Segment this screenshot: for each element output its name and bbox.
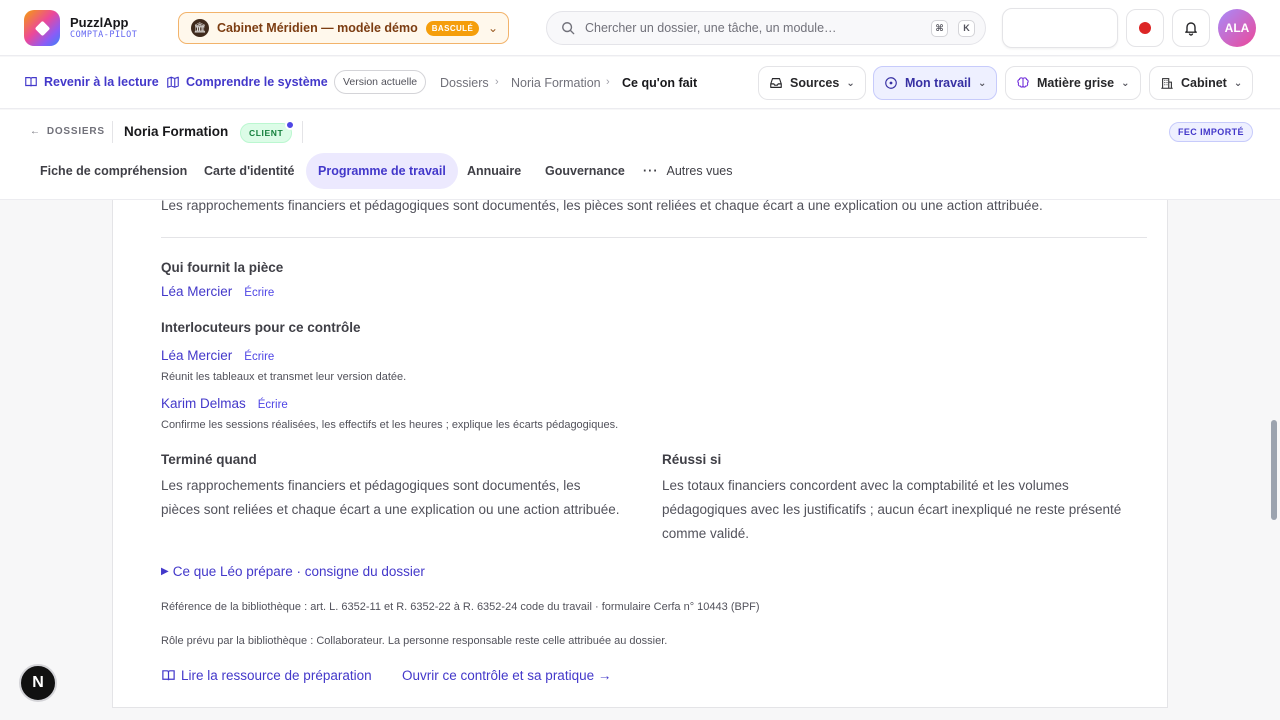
library-reference: Référence de la bibliothèque : art. L. 6352-11 et R. 6352-22 à R. 6352-24 code du travail · formulaire Cerfa n° 10443 (BPF) [161, 601, 760, 613]
top-bar [0, 0, 1280, 56]
contact-note: Confirme les sessions réalisées, les effectifs et les heures ; explique les écarts pédagogiques. [161, 419, 619, 431]
contact-item [161, 348, 274, 363]
avatar[interactable]: ALA [1218, 9, 1256, 47]
brand-name: PuzzlApp [70, 15, 129, 31]
chevron-down-icon: ⌄ [1121, 77, 1130, 89]
chevron-down-icon: ⌄ [846, 77, 855, 89]
menu-mon-travail-label: Mon travail [905, 76, 971, 90]
read-resource-label: Lire la ressource de préparation [181, 668, 372, 683]
search-placeholder: Chercher un dossier, une tâche, un module… [585, 21, 837, 35]
back-to-reading-label: Revenir à la lecture [44, 75, 159, 89]
scrollbar[interactable] [1271, 420, 1277, 520]
contact-note: Réunit les tableaux et transmet leur version datée. [161, 371, 407, 383]
building-icon [1160, 76, 1174, 90]
write-link[interactable]: Écrire [244, 287, 275, 299]
back-to-reading-link[interactable] [24, 75, 159, 89]
menu-cabinet-label: Cabinet [1181, 76, 1227, 90]
fec-status-badge: FEC IMPORTÉ [1169, 122, 1253, 142]
breadcrumb-dossier[interactable]: Noria Formation [511, 76, 601, 90]
search-icon [561, 21, 575, 35]
person-name[interactable]: Léa Mercier [161, 284, 233, 299]
brain-icon [1016, 76, 1030, 90]
menu-sources-label: Sources [790, 76, 840, 90]
brand-logo-icon [24, 10, 60, 46]
criteria-text: Les rapprochements financiers et pédagogiques sont documentés, les pièces sont reliées et chaque écart a une explication ou une action attribuée. [161, 198, 1043, 213]
target-icon [884, 76, 898, 90]
library-role: Rôle prévu par la bibliothèque : Collaborateur. La personne responsable reste celle attribuée au dossier. [161, 635, 668, 647]
provider-heading: Qui fournit la pièce [161, 260, 284, 275]
nav-bar [0, 57, 1280, 109]
contact-item [161, 396, 288, 411]
breadcrumb-dossiers[interactable]: Dossiers [440, 76, 489, 90]
chevron-down-icon: ⌄ [978, 77, 987, 89]
more-icon: ··· [643, 164, 659, 178]
arrow-left-icon: ← [30, 126, 41, 137]
control-detail-card [112, 200, 1168, 708]
record-icon [1139, 22, 1151, 34]
back-to-dossiers-link[interactable] [30, 126, 105, 137]
understand-system-link[interactable] [166, 75, 328, 89]
menu-sources[interactable] [758, 66, 866, 100]
open-control-link[interactable]: Ouvrir ce contrôle et sa pratique → [402, 668, 612, 683]
search-input[interactable] [546, 11, 986, 45]
tab-autres-vues[interactable] [631, 153, 745, 189]
book-icon [161, 668, 176, 683]
contacts-heading: Interlocuteurs pour ce contrôle [161, 320, 361, 335]
tab-autres-vues-label: Autres vues [666, 164, 733, 178]
tab-programme-travail[interactable]: Programme de travail [306, 153, 458, 189]
brand[interactable] [24, 10, 137, 46]
cabinet-label: Cabinet Méridien — modèle démo [217, 21, 418, 35]
understand-system-label: Comprendre le système [186, 75, 328, 89]
menu-cabinet[interactable] [1149, 66, 1253, 100]
write-link[interactable]: Écrire [257, 399, 288, 411]
client-badge: CLIENT [240, 123, 292, 143]
write-link[interactable]: Écrire [244, 351, 275, 363]
leo-prepares-label: Ce que Léo prépare · consigne du dossier [172, 564, 425, 579]
bell-icon [1183, 20, 1199, 36]
bascule-badge: BASCULÉ [426, 21, 479, 36]
empty-widget[interactable] [1002, 8, 1118, 48]
map-icon [166, 75, 180, 89]
record-button[interactable] [1126, 9, 1164, 47]
menu-matiere-grise-label: Matière grise [1037, 76, 1115, 90]
tab-gouvernance[interactable]: Gouvernance [545, 164, 625, 178]
tab-carte-identite[interactable]: Carte d'identité [204, 164, 295, 178]
breadcrumb-separator-icon: › [495, 76, 499, 88]
dossier-title: Noria Formation [124, 124, 229, 139]
success-text: Les totaux financiers concordent avec la comptabilité et les volumes pédagogiques avec les justificatifs ; aucun écart inexpliqué ne reste présenté comme validé. [662, 478, 1122, 541]
status-dot-icon [285, 120, 295, 130]
dossier-header [0, 110, 1280, 200]
brand-subtitle: COMPTA-PILOT [70, 30, 138, 41]
caret-right-icon: ▶ [161, 566, 169, 577]
book-icon [24, 75, 38, 89]
tab-annuaire[interactable]: Annuaire [467, 164, 522, 178]
cabinet-switcher[interactable] [178, 12, 509, 44]
back-to-dossiers-label: DOSSIERS [46, 126, 105, 137]
divider [302, 121, 303, 143]
chevron-down-icon: ⌄ [487, 21, 498, 35]
done-when-heading: Terminé quand [161, 452, 257, 467]
inbox-icon [769, 76, 783, 90]
menu-mon-travail[interactable] [873, 66, 997, 100]
kbd-k: K [958, 20, 975, 37]
notifications-button[interactable] [1172, 9, 1210, 47]
breadcrumb-current: Ce qu'on fait [622, 76, 698, 90]
chevron-down-icon: ⌄ [1233, 77, 1243, 89]
next-devtools-button[interactable]: N [19, 664, 57, 702]
provider-person [161, 284, 274, 299]
success-heading: Réussi si [662, 452, 722, 467]
person-name[interactable]: Karim Delmas [161, 396, 246, 411]
breadcrumb-separator-icon: › [606, 76, 610, 88]
divider [161, 237, 1147, 238]
person-name[interactable]: Léa Mercier [161, 348, 233, 363]
menu-matiere-grise[interactable] [1005, 66, 1141, 100]
version-pill[interactable]: Version actuelle [334, 70, 426, 94]
done-when-text: Les rapprochements financiers et pédagogiques sont documentés, les pièces sont reliées et chaque écart a une explication ou une action attribuée. [161, 478, 620, 517]
bank-icon: 🏛 [191, 19, 209, 37]
leo-prepares-toggle[interactable] [161, 564, 425, 579]
read-resource-link[interactable] [161, 668, 372, 683]
divider [112, 121, 113, 143]
kbd-command: ⌘ [931, 20, 948, 37]
tab-fiche-comprehension[interactable]: Fiche de compréhension [40, 164, 188, 178]
